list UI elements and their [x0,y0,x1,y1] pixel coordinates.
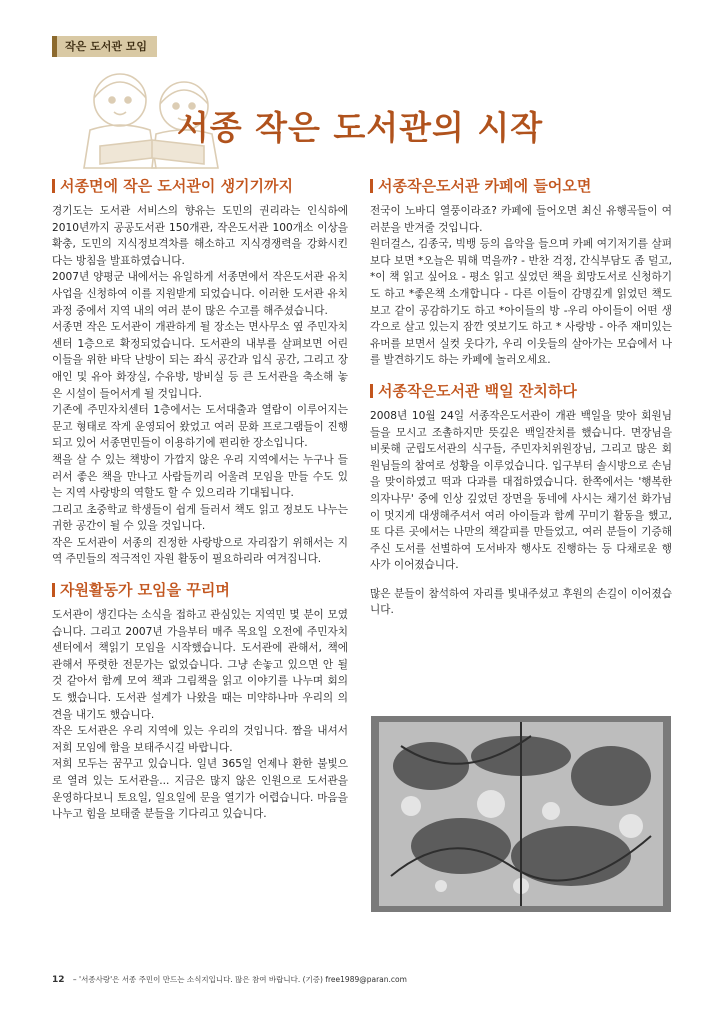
paragraph: 작은 도서관이 서종의 진정한 사랑방으로 자리잡기 위해서는 지역 주민들의 적극적인 자원 활동이 필요하리라 여겨집니다. [52,536,348,566]
paragraph: 2007년 양평군 내에서는 유일하게 서종면에서 작은도서관 유치 사업을 신청하여 이를 지원받게 되었습니다. 이러한 도서관 유치과정 중에서 지역 내의 여러 분이 많은 수고를 해주셨습니다. [52,271,348,317]
paragraph: 작은 도서관은 우리 지역에 있는 우리의 것입니다. 짬을 내셔서 저희 모임에 함을 보태주시길 바랍니다. [52,725,348,754]
paragraph: 많은 분들이 참석하여 자리를 빛내주셨고 후원의 손길이 이어졌습니다. [370,587,672,617]
footer [52,974,407,985]
children-collage-artwork-photo [371,716,671,912]
paragraph: 전국이 노바디 열풍이라죠? 카페에 들어오면 최신 유행곡들이 여러분을 반겨줄 것입니다. [370,205,672,234]
paragraph: 경기도는 도서관 서비스의 향유는 도민의 권리라는 인식하에 2010년까지 공공도서관 150개관, 작은도서관 100개소 이상을 확충, 도민의 지식정보격차를 해소하고 지식경쟁력을 강화시킨다는 방침을 발표하였습니다. [52,205,348,267]
paragraph: 도서관이 생긴다는 소식을 접하고 관심있는 지역민 몇 분이 모였습니다. 그리고 2007년 가을부터 매주 목요일 오전에 주민자치센터에서 책읽기 모임을 시작했습니다. 도서관에 관해서, 책에 관해서 뚜렷한 전문가는 없었습니다. 그냥 손놓고 있으면 안 될 것 같아서 함께 모여 책과 그림책을 읽고 이야기를 나누며 회의도 했습니다. 도서관 설계가 나왔을 때는 미약하나마 우리의 의견을 내기도 했습니다. [52,609,348,721]
paragraph: 원더걸스, 김종국, 빅뱅 등의 음악을 들으며 카페 여기저기를 살펴보다 보면 *오늘은 뭐해 먹을까? - 반찬 걱정, 간식부담도 좀 덜고, *이 책 읽고 싶어요 - 평소 읽고 싶었던 책을 희망도서로 신청하기도 하고 *좋은책 소개합니다 - 다른 이들이 감명깊게 읽었던 책도 보고 같이 공감하기도 하고 *아이들의 방 -우리 아이들이 어떤 생각으로 살고 있는지 잠깐 엿보기도 하고 * 사랑방 - 아주 재미있는 유머를 보면서 실컷 웃다가, 우리 이웃들의 살아가는 모습에서 나를 발견하기도 하는 카페에 놀러오세요. [370,238,672,367]
section-heading: 서종작은도서관 카페에 들어오면 [370,176,672,196]
footer-text: – '서종사랑'은 서종 주민이 만드는 소식지입니다. 많은 참여 바랍니다. (기증) free1989@paran.com [72,975,407,984]
section-heading: 서종면에 작은 도서관이 생기기까지 [52,176,348,196]
paragraph: 저희 모두는 꿈꾸고 있습니다. 일년 365일 언제나 환한 불빛으로 열려 있는 도서관을... 지금은 많지 않은 인원으로 도서관을 운영하다보니 토요일, 일요일에 문을 열기가 어렵습니다. 마음을 나누고 힘을 보태줄 분들을 기다리고 있습니다. [52,758,348,821]
section-tab: 작은 도서관 모임 [52,36,157,57]
section-heading: 서종작은도서관 백일 잔치하다 [370,381,672,401]
page-number: 12 [52,975,65,985]
paragraph: 책을 살 수 있는 책방이 가깝지 않은 우리 지역에서는 누구나 들러서 좋은 책을 만나고 사람들끼리 어울려 모임을 만들 수도 있는 지역 사랑방의 역할도 할 수 있으리라 기대됩니다. [52,453,348,500]
right-column [370,176,672,619]
left-column [52,176,348,823]
page-title: 서종 작은 도서관의 시작 [176,108,544,147]
paragraph: 2008년 10월 24일 서종작은도서관이 개관 백일을 맞아 회원님들을 모시고 조촐하지만 뜻깊은 백일잔치를 했습니다. 면장님을 비롯해 군립도서관의 식구들, 주민자치위원장님, 그리고 많은 회원님들의 참여로 성황을 이루었습니다. 입구부터 솔시방으로 손님을 맞이하였고 떡과 다과를 대접하였습니다. 한쪽에서는 '행복한 의자나무' 중에 인상 깊었던 장면을 동네에 사시는 채기선 화가님이 멋지게 대생해주셔서 여러 아이들과 함께 꾸미기 활동을 했고, 또 다른 곳에서는 나만의 책갈피를 만들었고, 여러 분들이 기증해주신 도서를 선별하여 도서바자 행사도 진행하는 등 다채로운 행사가 이어졌습니다. [370,409,672,572]
paragraph: 기존에 주민자치센터 1층에서는 도서대출과 열람이 이루어지는 문고 형태로 작게 운영되어 왔었고 여러 문화 프로그램들이 진행되고 있어 서종면민들이 이용하기에 편리한 장소입니다. [52,404,348,450]
paragraph: 그리고 초중학교 학생들이 쉽게 들러서 책도 읽고 정보도 나누는 귀한 공간이 될 수 있을 것입니다. [52,503,348,533]
paragraph: 서종면 작은 도서관이 개관하게 될 장소는 면사무소 옆 주민자치센터 1층으로 확정되었습니다. 도서관의 내부를 살펴보면 어린이들을 위한 바닥 난방이 되는 좌식 공간과 입식 공간, 그리고 장애인 및 유아 화장실, 수유방, 방비실 등 큰 도서관을 축소해 놓은 시설이 들어서게 될 것입니다. [52,321,348,400]
section-heading: 자원활동가 모임을 꾸리며 [52,580,348,600]
